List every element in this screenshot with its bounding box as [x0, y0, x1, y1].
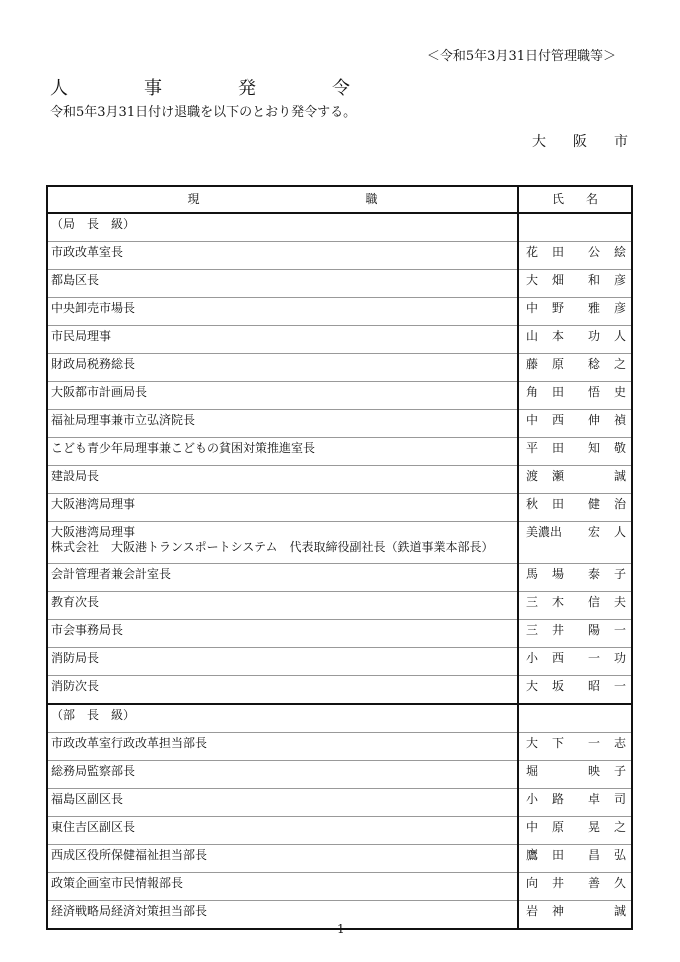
name-cell — [518, 873, 632, 901]
given-name: 泰子 — [588, 567, 626, 581]
post-cell — [47, 326, 518, 354]
family-name: 藤原 — [526, 357, 564, 371]
given-name: 伸禎 — [588, 413, 626, 427]
given-name: 一志 — [588, 736, 626, 750]
name-cell — [518, 438, 632, 466]
table-row — [47, 676, 632, 705]
post-cell — [47, 564, 518, 592]
table-row — [47, 410, 632, 438]
family-name: 大下 — [526, 736, 564, 750]
post-cell — [47, 873, 518, 901]
family-name: 平田 — [526, 441, 564, 455]
given-name: 稔之 — [588, 357, 626, 371]
section-label-text: （部 長 級） — [51, 708, 136, 722]
family-name: 大畑 — [526, 273, 564, 287]
family-name: 大坂 — [526, 679, 564, 693]
family-name: 鷹田 — [526, 848, 564, 862]
given-name: 悟史 — [588, 385, 626, 399]
family-name: 小西 — [526, 651, 564, 665]
name-cell — [518, 733, 632, 761]
table-row — [47, 789, 632, 817]
post-cell — [47, 733, 518, 761]
post-cell — [47, 354, 518, 382]
table-row — [47, 382, 632, 410]
given-name: 昌弘 — [588, 848, 626, 862]
table-row — [47, 466, 632, 494]
post-line: 市民局理事 — [51, 329, 112, 343]
family-name: 中野 — [526, 301, 564, 315]
table-row — [47, 761, 632, 789]
lead-text: 令和5年3月31日付け退職を以下のとおり発令する。 — [50, 105, 357, 120]
name-cell — [518, 901, 632, 930]
family-name: 山本 — [526, 329, 564, 343]
given-name: 昭一 — [588, 679, 626, 693]
family-name: 三木 — [526, 595, 564, 609]
post-line: 総務局監察部長 — [51, 764, 136, 778]
table-row — [47, 873, 632, 901]
post-line: こども青少年局理事兼こどもの貧困対策推進室長 — [51, 441, 316, 455]
name-cell — [518, 522, 632, 564]
given-name: 公絵 — [588, 245, 626, 259]
given-name: 陽一 — [588, 623, 626, 637]
table-row — [47, 733, 632, 761]
given-name: 健治 — [588, 497, 626, 511]
name-cell — [518, 845, 632, 873]
post-cell — [47, 466, 518, 494]
post-line: 市会事務局長 — [51, 623, 124, 637]
post-line: 経済戦略局経済対策担当部長 — [51, 904, 208, 918]
given-name: 映子 — [588, 764, 626, 778]
family-name: 秋田 — [526, 497, 564, 511]
post-line: 市政改革室長 — [51, 245, 124, 259]
name-cell — [518, 382, 632, 410]
table-row — [47, 298, 632, 326]
post-cell — [47, 845, 518, 873]
name-cell — [518, 298, 632, 326]
name-cell — [518, 620, 632, 648]
family-name: 向井 — [526, 876, 564, 890]
table-row — [47, 564, 632, 592]
post-line: 大阪港湾局理事 — [51, 497, 136, 511]
family-name: 渡瀬 — [526, 469, 564, 483]
post-line: 消防次長 — [51, 679, 100, 693]
table-row — [47, 845, 632, 873]
name-cell — [518, 494, 632, 522]
given-name: 誠 — [613, 904, 626, 918]
family-name: 美濃出 — [526, 525, 563, 539]
post-line: 都島区長 — [51, 273, 100, 287]
document-title: 人事発令 — [50, 78, 350, 99]
empty-name-cell — [518, 213, 632, 242]
post-cell — [47, 761, 518, 789]
name-cell — [518, 270, 632, 298]
name-cell — [518, 326, 632, 354]
column-header-name — [518, 186, 632, 213]
post-cell — [47, 620, 518, 648]
table-row — [47, 326, 632, 354]
post-line: 大阪都市計画局長 — [51, 385, 148, 399]
family-name: 中西 — [526, 413, 564, 427]
table-row — [47, 438, 632, 466]
given-name: 宏人 — [588, 525, 626, 539]
given-name: 和彦 — [588, 273, 626, 287]
family-name: 岩神 — [526, 904, 564, 918]
post-cell — [47, 494, 518, 522]
post-cell — [47, 676, 518, 705]
personnel-table — [46, 185, 633, 930]
section-label — [47, 704, 518, 733]
given-name: 卓司 — [588, 792, 626, 806]
post-line: 株式会社 大阪港トランスポートシステム 代表取締役副社長（鉄道事業本部長） — [51, 540, 494, 554]
post-cell — [47, 270, 518, 298]
name-cell — [518, 242, 632, 270]
issuer: 大阪市 — [532, 134, 628, 150]
table-row — [47, 354, 632, 382]
column-header-post — [47, 186, 518, 213]
given-name: 信夫 — [588, 595, 626, 609]
post-cell — [47, 242, 518, 270]
post-line: 建設局長 — [51, 469, 100, 483]
given-name: 功人 — [588, 329, 626, 343]
family-name: 小路 — [526, 792, 564, 806]
table-row — [47, 242, 632, 270]
family-name: 三井 — [526, 623, 564, 637]
table-row — [47, 270, 632, 298]
family-name: 花田 — [526, 245, 564, 259]
post-cell — [47, 592, 518, 620]
family-name: 中原 — [526, 820, 564, 834]
section-label — [47, 213, 518, 242]
family-name: 堀 — [526, 764, 539, 778]
post-line: 大阪港湾局理事 — [51, 525, 136, 539]
name-cell — [518, 817, 632, 845]
section-row — [47, 213, 632, 242]
post-line: 会計管理者兼会計室長 — [51, 567, 172, 581]
post-line: 消防局長 — [51, 651, 100, 665]
table-row — [47, 494, 632, 522]
name-cell — [518, 564, 632, 592]
post-cell — [47, 522, 518, 564]
column-header-post-label: 現職 — [187, 192, 378, 206]
post-line: 財政局税務総長 — [51, 357, 136, 371]
given-name: 誠 — [613, 469, 626, 483]
post-line: 市政改革室行政改革担当部長 — [51, 736, 208, 750]
name-cell — [518, 648, 632, 676]
given-name: 知敬 — [588, 441, 626, 455]
name-cell — [518, 410, 632, 438]
post-line: 中央卸売市場長 — [51, 301, 136, 315]
column-header-name-label: 氏名 — [552, 192, 598, 206]
post-cell — [47, 298, 518, 326]
name-cell — [518, 789, 632, 817]
post-cell — [47, 382, 518, 410]
given-name: 晃之 — [588, 820, 626, 834]
section-row — [47, 704, 632, 733]
post-cell — [47, 901, 518, 930]
table-row — [47, 522, 632, 564]
given-name: 一功 — [588, 651, 626, 665]
table-row — [47, 620, 632, 648]
post-cell — [47, 789, 518, 817]
table-header-row — [47, 186, 632, 213]
empty-name-cell — [518, 704, 632, 733]
name-cell — [518, 354, 632, 382]
table-row — [47, 592, 632, 620]
post-cell — [47, 648, 518, 676]
section-label-text: （局 長 級） — [51, 217, 136, 231]
name-cell — [518, 466, 632, 494]
table-row — [47, 648, 632, 676]
name-cell — [518, 676, 632, 705]
table-row — [47, 817, 632, 845]
family-name: 馬場 — [526, 567, 564, 581]
post-line: 西成区役所保健福祉担当部長 — [51, 848, 208, 862]
post-line: 東住吉区副区長 — [51, 820, 136, 834]
post-cell — [47, 410, 518, 438]
name-cell — [518, 592, 632, 620]
given-name: 雅彦 — [588, 301, 626, 315]
post-cell — [47, 817, 518, 845]
name-cell — [518, 761, 632, 789]
post-line: 政策企画室市民情報部長 — [51, 876, 184, 890]
family-name: 角田 — [526, 385, 564, 399]
page-number: 1 — [337, 922, 345, 936]
post-line: 教育次長 — [51, 595, 100, 609]
post-cell — [47, 438, 518, 466]
post-line: 福島区副区長 — [51, 792, 124, 806]
reference-label: ＜令和5年3月31日付管理職等＞ — [426, 49, 616, 64]
given-name: 善久 — [588, 876, 626, 890]
post-line: 福祉局理事兼市立弘済院長 — [51, 413, 196, 427]
